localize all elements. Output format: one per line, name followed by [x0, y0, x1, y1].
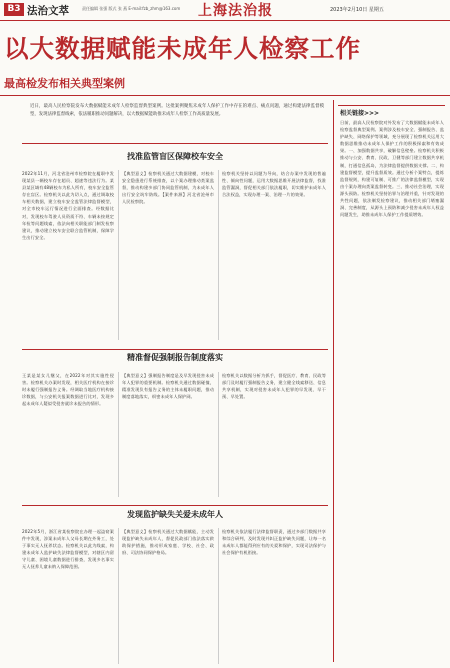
section-2-rule — [22, 349, 328, 350]
intro-paragraph: 近日，最高人民检察院发布大数据赋能未成年人检察监督典型案例。这批案例聚焦未成年人保护工作中存在的难点、痛点问题，通过构建法律监督模型，发现法律监督线索，依法履职推动问题解决，以大数据赋能助推未成年人检察工作高质量发展。 — [30, 104, 324, 117]
page-headline: 以大数据赋能未成年人检察工作 — [4, 34, 361, 63]
section-2-col-2: 【典型意义】强制报告制度是及早发现侵害未成年人犯罪的重要机制。检察机关通过数据碰撞，精准发现负有报告义务的主体未履职问题，推动制度落地落实，织密未成年人保护网。 — [122, 373, 214, 400]
section-1-title: 找准监管盲区保障校车安全 — [127, 152, 223, 161]
section-1-col-2: 【典型意义】检察机关通过大数据建模，对校车安全隐患进行系统排查，以个案办理推动类案监督，推动构建多部门协同监管机制，为未成年人出行安全筑牢防线。【案件来源】河北省沧州市人民检察院。 — [122, 171, 214, 205]
section-2-title: 精准督促强制报告制度落实 — [127, 353, 223, 362]
section-3-col-1: 2022年5月，浙江省某检察院在办理一起盗窃案件中发现，涉案未成年人父母长期在外务工，处于事实无人抚养状态。检察机关以此为线索，构建未成年人监护缺失法律监督模型，对辖区内留守儿童、困境儿童数据进行排查，发现多名事实无人抚养儿童未纳入保障范围。 — [22, 529, 114, 570]
section-3-rule — [22, 505, 328, 506]
section-3-col-3: 检察机关依法履行法律监督职责，通过多部门数据共享和综合研判，及时发现并纠正监护缺失问题，让每一名未成年人都能得到应有的关爱和保护，实现司法保护与社会保护有机衔接。 — [222, 529, 326, 556]
page-subhead: 最高检发布相关典型案例 — [4, 77, 125, 90]
column-divider — [218, 372, 219, 497]
section-2-col-3: 检察机关以数据分析为抓手，督促医疗、教育、民政等部门及时履行强制报告义务，建立健全线索移送、信息共享机制，实现对侵害未成年人犯罪的早发现、早干预、早处置。 — [222, 373, 326, 400]
section-3-title: 发现监护缺失关爱未成年人 — [127, 510, 223, 519]
sidebar-text: 日前，最高人民检察院对外发布了大数据赋能未成年人检察监督典型案例。案例涉及校车安全、强制报告、监护缺失、网络保护等领域，充分展现了检察机关运用大数据思维推动未成年人保护工作的积极探索和有效成果。一、加强数据共享，破解信息壁垒。检察机关积极推动与公安、教育、民政、卫健等部门建立数据共享机制，打通信息孤岛，为法律监督提供数据支撑。二、构建监督模型，提升监督质效。通过分析个案特点，提炼监督规则，构建可复制、可推广的法律监督模型，实现由个案办理向类案监督转变。三、推动社会治理，实现源头预防。检察机关坚持治罪与治理并重，针对发现的共性问题，依法制发检察建议，推动相关部门堵塞漏洞、完善制度，从源头上预防和减少侵害未成年人权益问题发生，助推未成年人保护工作提质增效。 — [340, 120, 444, 218]
section-1-col-3: 检察机关坚持以问题为导向，结合办案中发现的普遍性、倾向性问题，运用大数据思维开展法律监督，找准监管漏洞，督促相关部门依法履职，切实维护未成年人合法权益，实现办理一案、治理一片的效果。 — [222, 171, 326, 198]
editor-credits: 责任编辑 张强 版式 张 燕 E-mail:fzb_zhm@163.com — [82, 6, 181, 11]
section-badge: B3 — [4, 3, 24, 16]
column-divider — [118, 170, 119, 340]
section-1-col-1: 2022年11月，河北省沧州市检察院在履职中发现某县一辆校车存在超员、超速等违法行为。某县某区域有48辆校车为私人所有，校车安全监管存在盲区。检察机关以此为切入点，通过调取校车相关数据，建立校车安全监管法律监督模型，对全市校车运行情况进行全面排查。经数据比对，发现校车驾驶人员资质不符、车辆未按规定年检等问题线索，依法向相关职能部门制发检察建议，推动建立校车安全联合监管机制，保障学生出行安全。 — [22, 171, 114, 240]
section-3-col-2: 【典型意义】检察机关通过大数据赋能，主动发现监护缺失未成年人，督促民政部门依法落实救助保护措施，推动形成家庭、学校、社会、政府、司法协同保护格局。 — [122, 529, 214, 556]
newspaper-logo: 上海法治报 — [198, 3, 273, 19]
column-divider — [218, 170, 219, 340]
headline-divider — [0, 95, 450, 96]
column-divider — [118, 372, 119, 497]
issue-date: 2023年2月10日 星期五 — [330, 7, 384, 13]
section-title: 法治文萃 — [27, 5, 69, 17]
section-1-rule — [22, 143, 328, 144]
sidebar-title: 相关链接>>> — [340, 110, 380, 117]
column-divider — [118, 528, 119, 664]
column-divider — [218, 528, 219, 664]
sidebar-divider — [333, 100, 334, 662]
section-2-col-1: 王某是某女儿继父，在2022年对其实施性侵害。检察机关办案时发现，相关医疗机构在接诊时未履行强制报告义务。经调取当地医疗机构接诊数据，与公安机关报案数据进行比对，发现多起未成年人疑似受侵害就诊未报告的情形。 — [22, 373, 114, 407]
